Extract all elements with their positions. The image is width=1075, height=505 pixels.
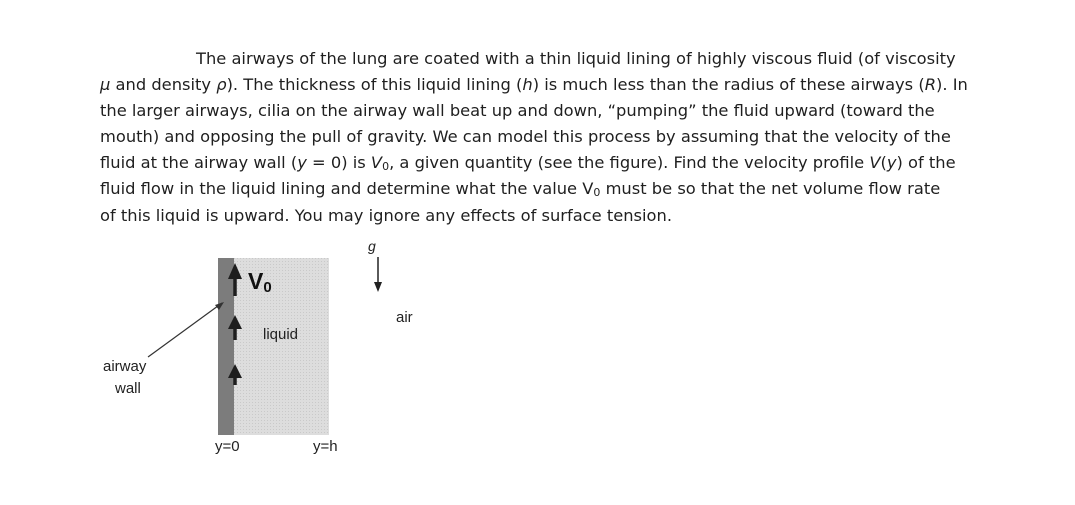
gravity-arrow-icon: [374, 257, 382, 292]
airway-wall-label-line1: airway: [103, 358, 147, 375]
y-zero-label: y=0: [215, 438, 240, 455]
problem-line: fluid at the airway wall (y = 0) is $V_0$, a given quantity (see the figure). Find the velocity profile V(y) of the: [100, 153, 956, 174]
problem-line: μ and density ρ). The thickness of this liquid lining (h) is much less than the radius of these airways (R). In: [100, 75, 968, 95]
v0-label: $V_0$: [248, 268, 272, 296]
airway-wall-label-line2: wall: [115, 380, 141, 397]
airway-wall: [218, 258, 234, 435]
problem-line: mouth) and opposing the pull of gravity. We can model this process by assuming that the velocity of the: [100, 127, 951, 147]
problem-line: fluid flow in the liquid lining and determine what the value $V_0$ must be so that the net volume flow rate: [100, 179, 941, 200]
y-h-label: y=h: [313, 438, 338, 455]
problem-line: The airways of the lung are coated with a thin liquid lining of highly viscous fluid (of viscosity: [196, 49, 956, 68]
leader-line: [148, 302, 224, 357]
liquid-label: liquid: [263, 326, 299, 343]
problem-line: the larger airways, cilia on the airway wall beat up and down, “pumping” the fluid upward (toward the: [100, 101, 935, 121]
problem-line: of this liquid is upward. You may ignore any effects of surface tension.: [100, 205, 673, 225]
air-label: air: [396, 309, 413, 326]
gravity-label: g: [368, 238, 376, 254]
